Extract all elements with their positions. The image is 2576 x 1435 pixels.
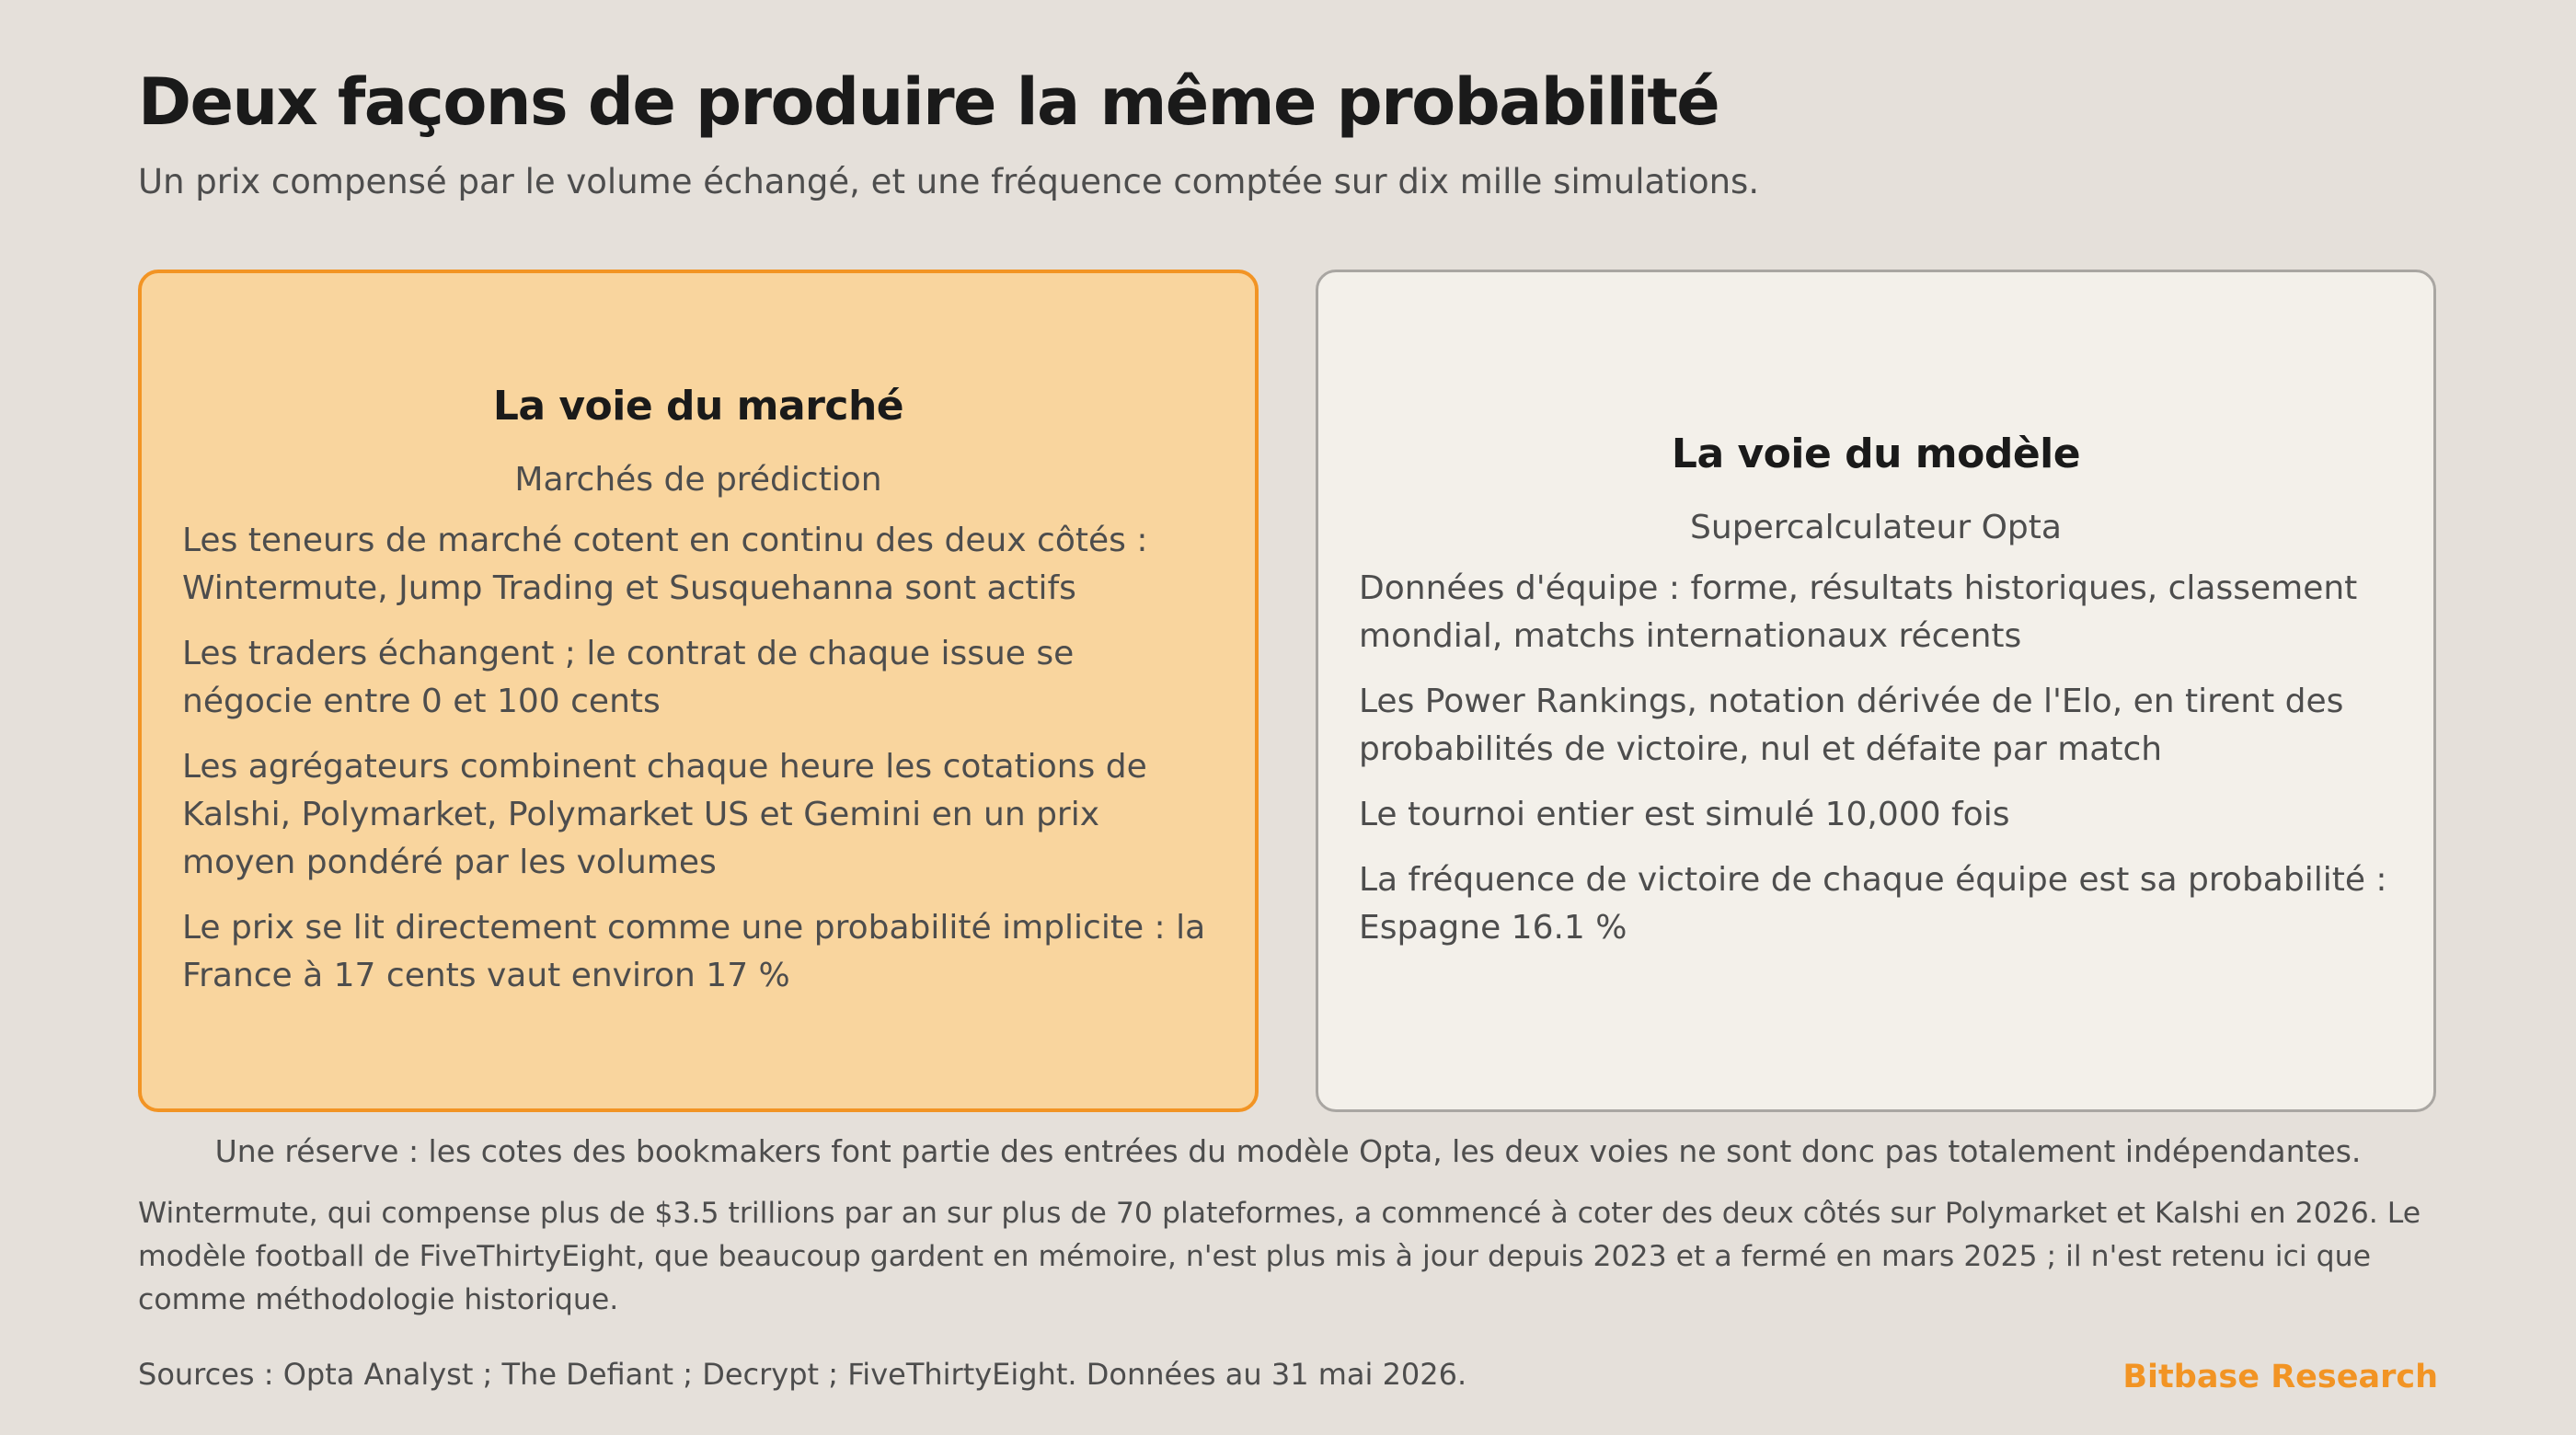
market-step: Le prix se lit directement comme une probabilité implicite : la France à 17 cents vaut environ 17 %	[182, 908, 1206, 994]
caveat-note: Une réserve : les cotes des bookmakers font partie des entrées du modèle Opta, les deux voies ne sont donc pas totalement indépendantes.	[214, 1133, 2362, 1169]
page-subtitle: Un prix compensé par le volume échangé, et une fréquence comptée sur dix mille simulations.	[138, 162, 1760, 201]
market-step: Les teneurs de marché cotent en continu des deux côtés : Wintermute, Jump Trading et Susquehanna sont actifs	[182, 521, 1148, 607]
model-path-card	[1316, 270, 2436, 1112]
market-path-card	[138, 270, 1259, 1112]
model-step: Données d'équipe : forme, résultats historiques, classement mondial, matchs internationaux récents	[1359, 568, 2358, 655]
model-step: Le tournoi entier est simulé 10,000 fois	[1359, 795, 2010, 833]
model-card-title: La voie du modèle	[1671, 430, 2081, 477]
model-step: La fréquence de victoire de chaque équipe est sa probabilité : Espagne 16.1 %	[1359, 860, 2387, 947]
market-step: Les traders échangent ; le contrat de chaque issue se négocie entre 0 et 100 cents	[182, 634, 1075, 720]
market-card-title: La voie du marché	[492, 382, 904, 430]
brand-logo: Bitbase Research	[2122, 1359, 2438, 1395]
model-step: Les Power Rankings, notation dérivée de l'Elo, en tirent des probabilités de victoire, nul et défaite par match	[1359, 682, 2344, 768]
sources-line: Sources : Opta Analyst ; The Defiant ; Decrypt ; FiveThirtyEight. Données au 31 mai 2026.	[138, 1357, 1467, 1392]
infographic	[138, 0, 2438, 1435]
page-title: Deux façons de produire la même probabilité	[138, 64, 1719, 140]
market-card-subtitle: Marchés de prédiction	[514, 460, 882, 499]
model-card-subtitle: Supercalculateur Opta	[1690, 508, 2062, 546]
context-note: Wintermute, qui compense plus de $3.5 trillions par an sur plus de 70 plateformes, a commencé à coter des deux côtés sur Polymarket et Kalshi en 2026. Le modèle football de FiveThirtyEight, que beaucoup gardent en mémoire, n'est plus mis à jour depuis 2023 et a fermé en mars 2025 ; il n'est retenu ici que comme méthodologie historique.	[138, 1197, 2421, 1316]
market-step: Les agrégateurs combinent chaque heure les cotations de Kalshi, Polymarket, Polymarket US et Gemini en un prix moyen pondéré par les volumes	[182, 747, 1147, 881]
